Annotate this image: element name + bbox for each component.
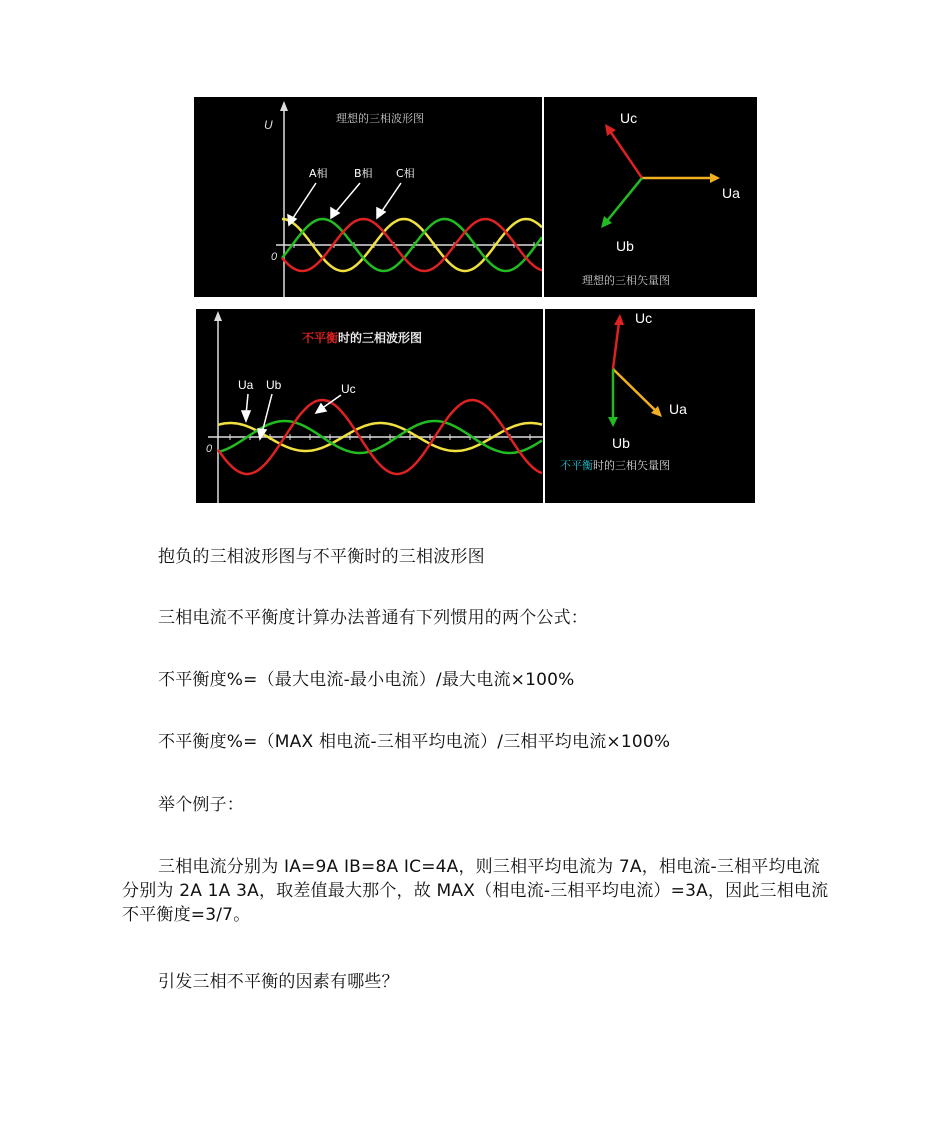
label-ub: Ub — [266, 378, 282, 392]
example-paragraph: 三相电流分别为 IA=9A IB=8A IC=4A，则三相平均电流为 7A，相电流-三相平均电流分别为 2A 1A 3A，取差值最大那个，故 MAX（相电流-三相平均电流）=3A，因此三相电流不平衡度=3/7。 — [122, 857, 829, 925]
formula-intro: 三相电流不平衡度计算办法普通有下列惯用的两个公式： — [158, 608, 588, 628]
vector-ub — [607, 178, 642, 221]
origin-label: 0 — [271, 251, 278, 263]
label-a-phase: A相 — [309, 167, 328, 180]
example-heading: 举个例子： — [158, 795, 244, 815]
label-uc: Uc — [620, 110, 638, 126]
label-ua: Ua — [238, 378, 254, 392]
unbalanced-vector-panel — [545, 309, 755, 503]
vector-uc — [610, 131, 642, 178]
ideal-waveform-panel — [194, 97, 542, 297]
y-axis-arrow — [214, 311, 222, 321]
ideal-vector-svg — [544, 97, 757, 297]
vector-uc-head — [614, 314, 624, 325]
y-axis-arrow — [280, 101, 288, 111]
formula-1: 不平衡度%=（最大电流-最小电流）/最大电流×100% — [158, 670, 575, 690]
unbalanced-waveform-panel — [196, 309, 543, 503]
three-phase-figure — [194, 97, 757, 505]
label-ua: Ua — [722, 185, 740, 201]
label-uc: Uc — [341, 382, 356, 396]
ideal-vector-panel — [544, 97, 757, 297]
label-uc: Uc — [635, 310, 653, 326]
label-ub: Ub — [616, 238, 634, 254]
vector-ub-head — [608, 417, 618, 427]
axis-label-u: U — [264, 118, 273, 132]
unbalanced-vector-svg — [545, 309, 755, 503]
ideal-waveform-title: 理想的三相波形图 — [336, 112, 424, 125]
vector-ua-head — [710, 173, 720, 183]
label-ub: Ub — [612, 435, 630, 451]
origin-label: 0 — [206, 443, 213, 455]
label-ua: Ua — [669, 401, 687, 417]
label-b-phase: B相 — [354, 167, 373, 180]
vector-uc — [613, 322, 619, 369]
vector-uc-head — [605, 124, 616, 136]
unbalanced-waveform-title: 不平衡时的三相波形图 — [302, 331, 423, 345]
unbalanced-waveform-svg — [196, 309, 543, 503]
ideal-waveform-svg — [194, 97, 542, 297]
unbalanced-vector-caption: 不平衡时的三相矢量图 — [560, 459, 670, 472]
vector-ua — [613, 369, 656, 411]
ideal-vector-caption: 理想的三相矢量图 — [582, 274, 670, 287]
question-heading: 引发三相不平衡的因素有哪些？ — [158, 972, 399, 992]
label-arrows — [288, 183, 401, 225]
figure-caption: 抱负的三相波形图与不平衡时的三相波形图 — [158, 547, 485, 567]
label-c-phase: C相 — [396, 167, 415, 180]
formula-2: 不平衡度%=（MAX 相电流-三相平均电流）/三相平均电流×100% — [158, 732, 671, 752]
